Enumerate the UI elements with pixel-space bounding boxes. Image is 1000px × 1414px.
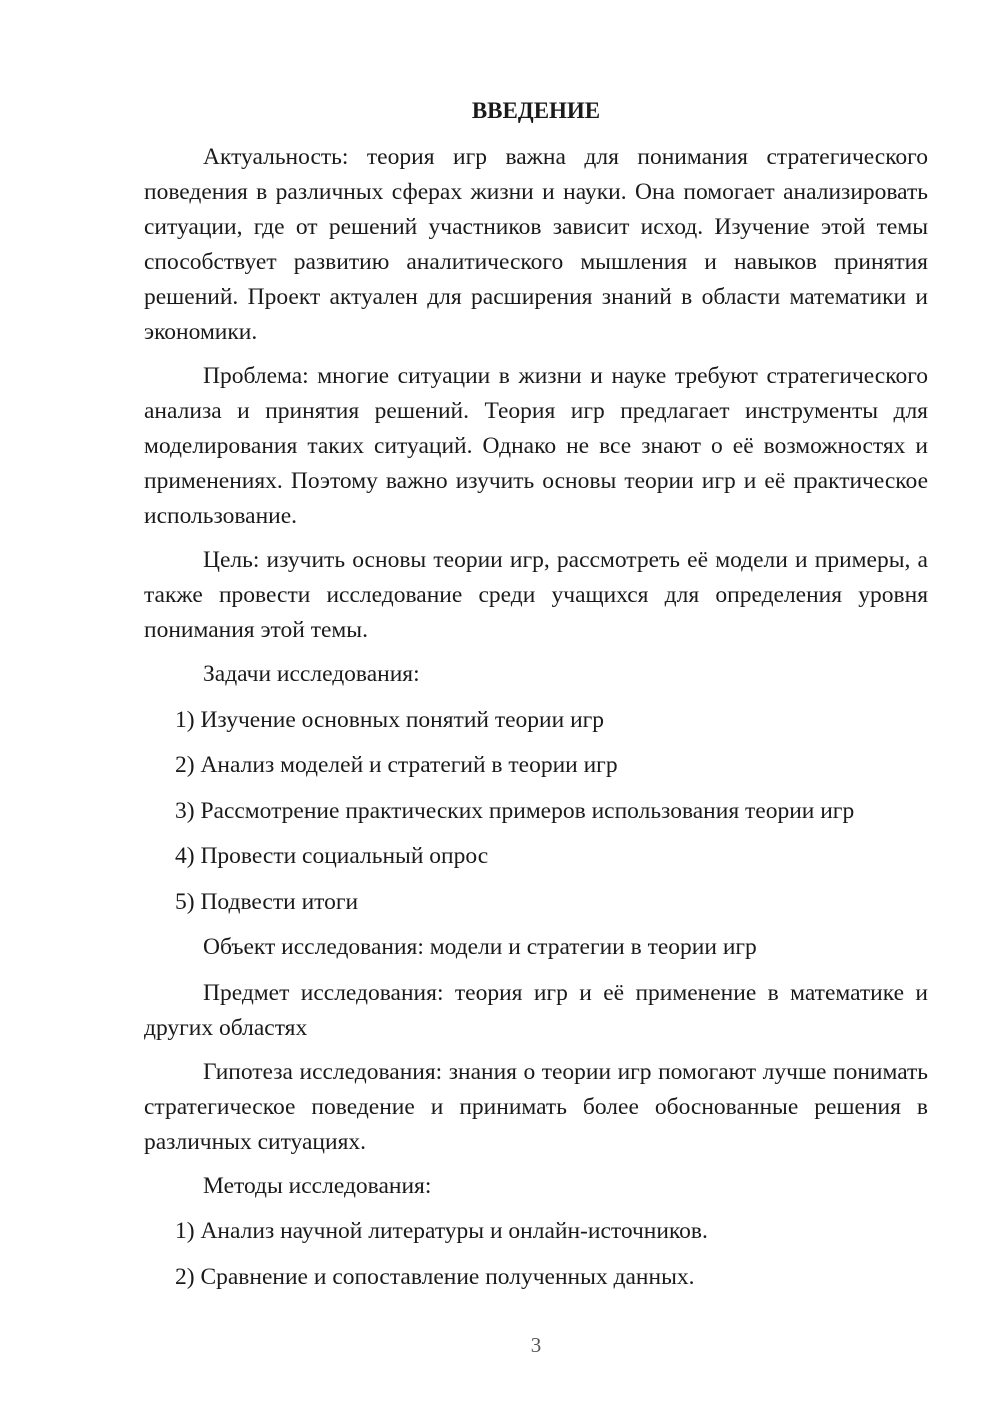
- methods-list: [144, 1214, 928, 1295]
- research-hypothesis: Гипотеза исследования: знания о теории игр помогают лучше понимать стратегическое поведение и принимать более обоснованные решения в различных ситуациях.: [144, 1058, 928, 1155]
- list-item: 2) Анализ моделей и стратегий в теории игр: [175, 752, 618, 778]
- paragraph-goal: Цель: изучить основы теории игр, рассмотреть её модели и примеры, а также провести исследование среди учащихся для определения уровня понимания этой темы.: [144, 547, 928, 643]
- page-heading: ВВЕДЕНИЕ: [471, 98, 601, 123]
- list-item: 4) Провести социальный опрос: [175, 843, 489, 869]
- methods-title: Методы исследования:: [203, 1172, 432, 1199]
- list-item: 1) Изучение основных понятий теории игр: [175, 706, 605, 733]
- page-number: 3: [530, 1333, 542, 1357]
- paragraph-relevance: Актуальность: теория игр важна для понимания стратегического поведения в различных сферах жизни и науки. Она помогает анализировать ситуации, где от решений участников зависит исход. Изучение этой темы способствует развитию аналитического мышления и навыков принятия решений. Проект актуален для расширения знаний в области математики и экономики.: [144, 144, 928, 345]
- tasks-title: Задачи исследования:: [203, 661, 420, 687]
- list-item: 5) Подвести итоги: [175, 888, 359, 915]
- paragraph-problem: Проблема: многие ситуации в жизни и науке требуют стратегического анализа и принятия решений. Теория игр предлагает инструменты для моделирования таких ситуаций. Однако не все знают о её возможностях и применениях. Поэтому важно изучить основы теории игр и её практическое использование.: [144, 363, 928, 529]
- list-item: 1) Анализ научной литературы и онлайн-источников.: [175, 1218, 708, 1244]
- page-content: [144, 96, 928, 1305]
- list-item: 2) Сравнение и сопоставление полученных данных.: [175, 1263, 695, 1290]
- tasks-list: [144, 703, 928, 920]
- research-subject: Предмет исследования: теория игр и её применение в математике и других областях: [144, 979, 928, 1041]
- research-object: Объект исследования: модели и стратегии в теории игр: [203, 934, 757, 960]
- list-item: 3) Рассмотрение практических примеров использования теории игр: [175, 797, 855, 824]
